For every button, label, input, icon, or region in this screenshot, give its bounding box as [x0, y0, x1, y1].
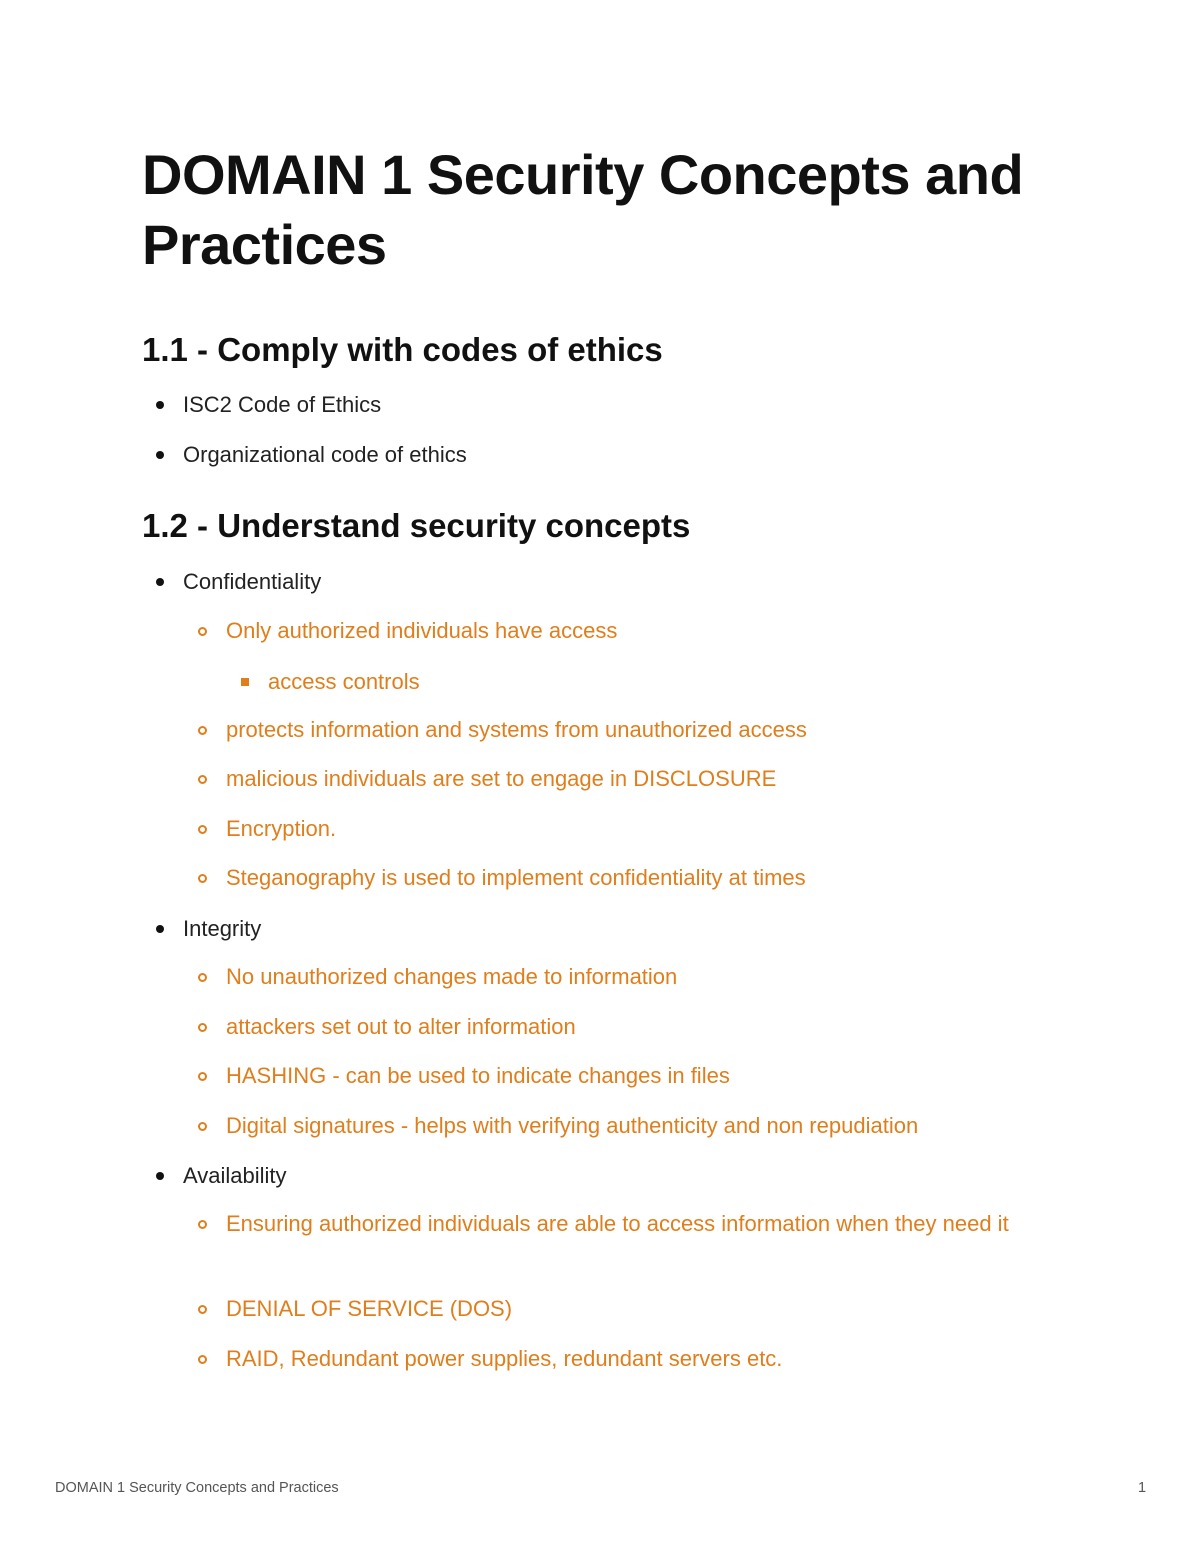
bullet-circle-icon — [198, 1023, 207, 1032]
list-item: attackers set out to alter information — [226, 1014, 576, 1039]
footer-title: DOMAIN 1 Security Concepts and Practices — [55, 1480, 339, 1496]
list-item-availability: Availability — [183, 1163, 287, 1188]
list-item: Only authorized individuals have access — [226, 618, 618, 643]
list-item: DENIAL OF SERVICE (DOS) — [226, 1296, 513, 1321]
bullet-disc-icon — [156, 925, 164, 933]
section-heading-1-2: 1.2 - Understand security concepts — [142, 507, 691, 544]
list-item: Encryption. — [226, 816, 337, 841]
bullet-disc-icon — [156, 451, 164, 459]
list-item: access controls — [268, 669, 420, 694]
list-item: malicious individuals are set to engage in DISCLOSURE — [226, 766, 777, 791]
list-item: No unauthorized changes made to information — [226, 964, 678, 989]
list-item: HASHING - can be used to indicate changes in files — [226, 1063, 730, 1088]
bullet-circle-icon — [198, 627, 207, 636]
bullet-disc-icon — [156, 401, 164, 409]
bullet-square-icon — [241, 678, 249, 686]
bullet-circle-icon — [198, 825, 207, 834]
list-item: RAID, Redundant power supplies, redundant servers etc. — [226, 1346, 783, 1371]
bullet-circle-icon — [198, 1355, 207, 1364]
list-item: Organizational code of ethics — [183, 442, 467, 467]
list-item: ISC2 Code of Ethics — [183, 392, 382, 417]
page-number: 1 — [1138, 1480, 1147, 1496]
bullet-circle-icon — [198, 726, 207, 735]
bullet-circle-icon — [198, 874, 207, 883]
list-item: Ensuring authorized individuals are able to access information when they need it — [226, 1211, 1009, 1236]
list-item: Digital signatures - helps with verifying authenticity and non repudiation — [226, 1113, 919, 1138]
list-item: Steganography is used to implement confidentiality at times — [226, 865, 806, 890]
list-item-integrity: Integrity — [183, 916, 262, 941]
list-item-confidentiality: Confidentiality — [183, 569, 322, 594]
bullet-circle-icon — [198, 775, 207, 784]
section-heading-1-1: 1.1 - Comply with codes of ethics — [142, 331, 663, 368]
bullet-circle-icon — [198, 1305, 207, 1314]
bullet-circle-icon — [198, 1122, 207, 1131]
bullet-circle-icon — [198, 1072, 207, 1081]
page-title: DOMAIN 1 Security Concepts and Practices — [142, 143, 1024, 276]
list-item: protects information and systems from unauthorized access — [226, 717, 807, 742]
bullet-disc-icon — [156, 578, 164, 586]
bullet-circle-icon — [198, 1220, 207, 1229]
bullet-disc-icon — [156, 1172, 164, 1180]
bullet-circle-icon — [198, 973, 207, 982]
